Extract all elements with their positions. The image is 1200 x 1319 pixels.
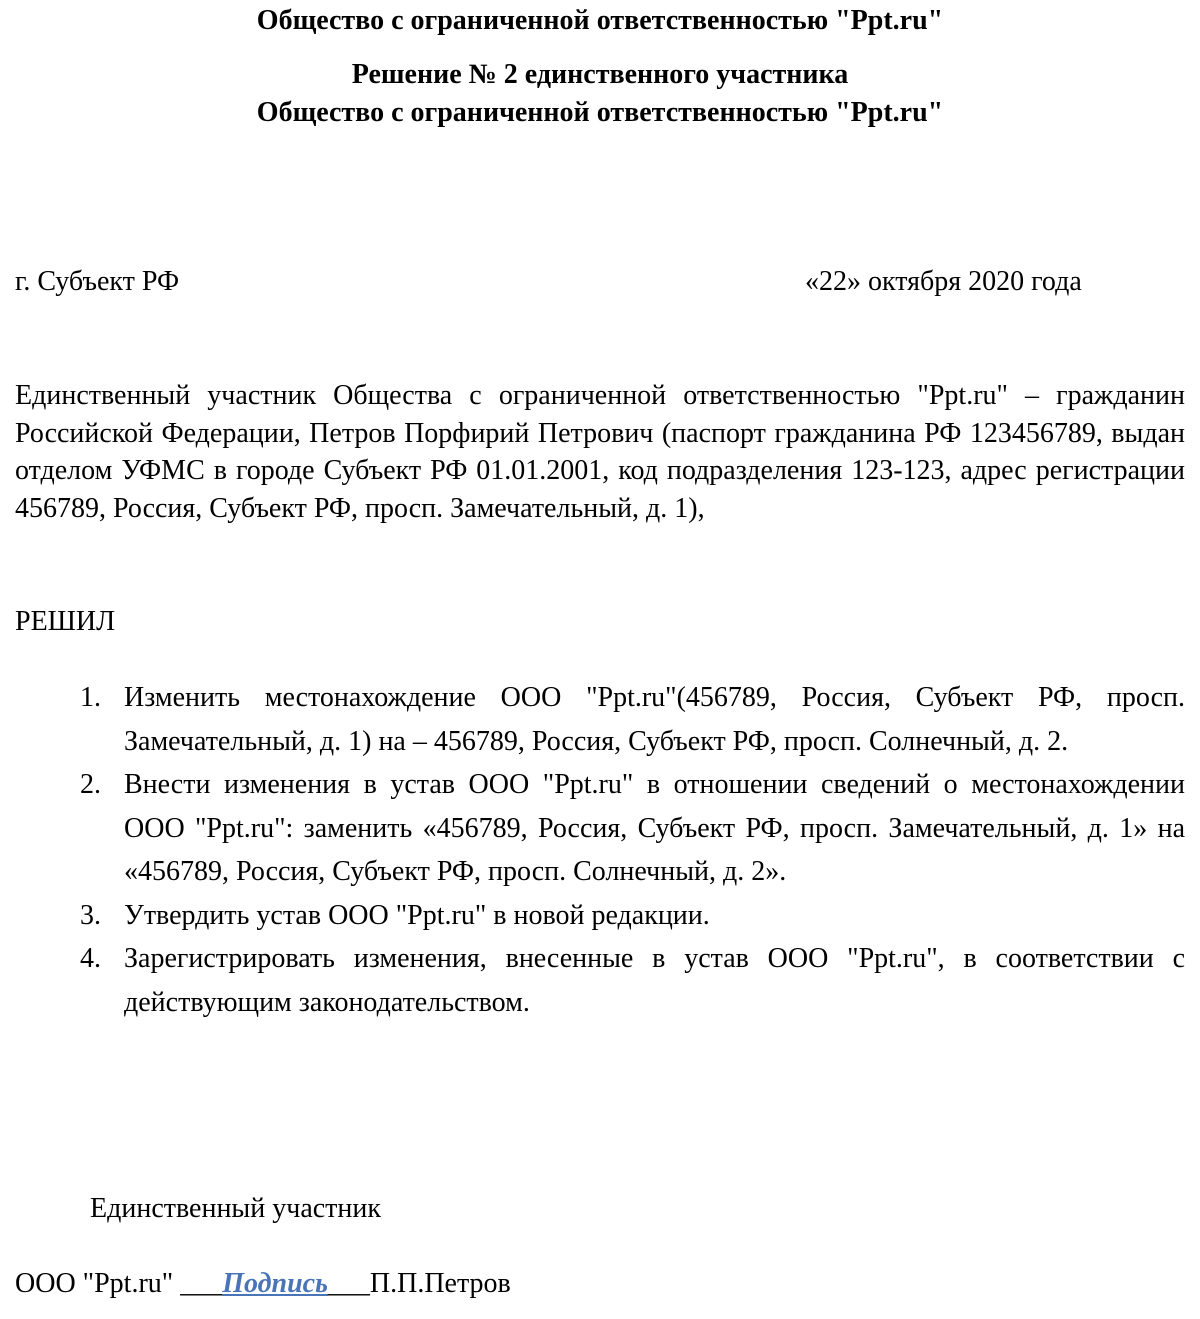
- date-text: «22» октября 2020 года: [805, 266, 1082, 297]
- decision-company: Общество с ограниченной ответственностью "Ppt.ru": [256, 97, 944, 128]
- signature-mark: Подпись: [222, 1268, 328, 1299]
- signature-line-right: ___: [327, 1268, 370, 1299]
- item-text: Зарегистрировать изменения, внесенные в устав ООО "Ppt.ru", в соответствии с действующим законодательством.: [124, 943, 1185, 1018]
- decided-label: РЕШИЛ: [15, 606, 116, 637]
- signer-name: П.П.Петров: [369, 1268, 511, 1299]
- signature-line-left: ___: [180, 1268, 223, 1299]
- list-item: [0, 676, 1200, 763]
- company-header: Общество с ограниченной ответственностью "Ppt.ru": [256, 5, 944, 36]
- decision-items-list: [0, 676, 1200, 1024]
- signature-row: [15, 1264, 511, 1304]
- item-number: 3.: [80, 899, 101, 931]
- signer-role: Единственный участник: [90, 1193, 381, 1224]
- participant-paragraph: Единственный участник Общества с ограниченной ответственностью "Ppt.ru" – гражданин Российской Федерации, Петров Порфирий Петрович (паспорт гражданина РФ 123456789, выдан отделом УФМС в городе Субъект РФ 01.01.2001, код подразделения 123-123, адрес регистрации 456789, Россия, Субъект РФ, просп. Замечательный, д. 1),: [15, 380, 1185, 524]
- place-date-row: [15, 262, 1185, 302]
- item-number: 4.: [80, 943, 101, 974]
- city-text: г. Субъект РФ: [15, 266, 180, 297]
- item-text: Утвердить устав ООО "Ppt.ru" в новой редакции.: [124, 899, 710, 931]
- list-item: [0, 763, 1200, 894]
- item-text: Изменить местонахождение ООО "Ppt.ru"(456789, Россия, Субъект РФ, просп. Замечательный, д. 1) на – 456789, Россия, Субъект РФ, просп. Солнечный, д. 2.: [124, 682, 1185, 757]
- item-number: 2.: [80, 769, 101, 800]
- item-text: Внести изменения в устав ООО "Ppt.ru" в отношении сведений о местонахождении ООО "Ppt.ru": заменить «456789, Россия, Субъект РФ, просп. Замечательный, д. 1» на «456789, Россия, Субъект РФ, просп. Солнечный, д. 2».: [124, 769, 1185, 887]
- signature-company: ООО "Ppt.ru": [15, 1268, 174, 1299]
- item-number: 1.: [80, 682, 101, 713]
- list-item: [0, 937, 1200, 1024]
- decision-title: Решение № 2 единственного участника: [351, 59, 849, 90]
- list-item: [0, 894, 1200, 938]
